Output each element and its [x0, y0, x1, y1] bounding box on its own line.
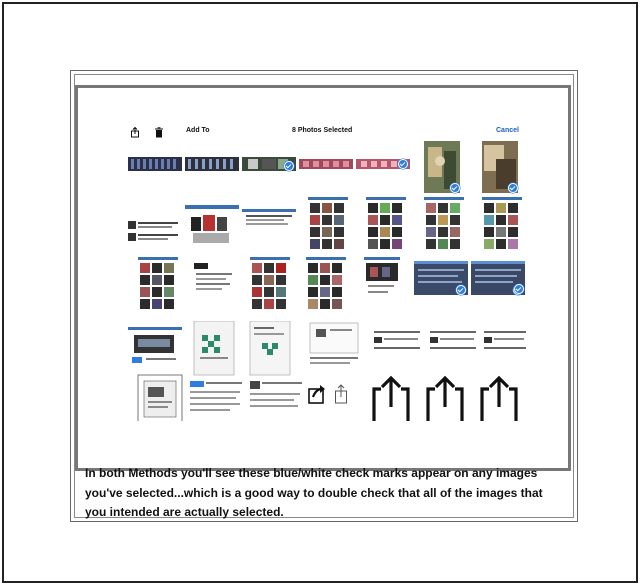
photo-thumb[interactable] — [306, 321, 362, 373]
caption-text: In both Methods you'll see these blue/white check marks appear on any images you've selected...which is a good way to double check that all of the images that you intended are actually selected. — [85, 466, 543, 519]
tutorial-card — [70, 70, 578, 522]
photo-thumb[interactable] — [185, 147, 239, 197]
photo-thumb[interactable] — [185, 205, 239, 255]
photo-thumb[interactable] — [306, 197, 350, 253]
share-icon[interactable] — [334, 383, 348, 405]
photo-thumb[interactable] — [192, 321, 236, 377]
photo-thumb[interactable] — [248, 377, 306, 421]
trash-icon[interactable] — [154, 125, 164, 143]
photo-thumb[interactable] — [364, 197, 408, 253]
photo-thumb[interactable] — [192, 257, 236, 313]
photo-thumb[interactable] — [136, 257, 180, 313]
share-icon[interactable] — [130, 125, 140, 143]
photo-thumb[interactable] — [428, 325, 478, 375]
photo-thumb[interactable] — [242, 205, 296, 255]
photo-thumb[interactable] — [356, 147, 410, 197]
checkmark-circle-icon — [284, 161, 294, 171]
large-share-icon[interactable] — [420, 375, 470, 421]
checkmark-circle-icon — [398, 159, 408, 169]
checkmark-circle-icon — [508, 183, 518, 193]
photo-thumb[interactable] — [242, 147, 296, 197]
photo-thumb[interactable] — [128, 147, 182, 197]
screenshot-mat — [75, 85, 571, 471]
photos-toolbar — [124, 121, 528, 141]
photo-thumb[interactable] — [372, 325, 422, 375]
photo-thumb[interactable] — [304, 257, 348, 313]
checkmark-circle-icon — [514, 284, 524, 294]
card-inner-border — [74, 74, 574, 518]
photo-thumb[interactable] — [248, 257, 292, 313]
photo-grid — [128, 147, 528, 419]
photo-thumb[interactable] — [188, 377, 246, 421]
ipad-photos-screenshot — [124, 121, 528, 421]
photo-thumb[interactable] — [482, 325, 528, 375]
checkmark-circle-icon — [456, 285, 466, 295]
cancel-button[interactable]: Cancel — [496, 127, 519, 134]
photo-thumb[interactable] — [478, 141, 522, 197]
outer-frame — [2, 2, 638, 583]
photo-thumb[interactable] — [414, 261, 468, 311]
photo-thumb[interactable] — [136, 373, 184, 421]
share-arrow-icon[interactable] — [308, 383, 326, 405]
photo-thumb[interactable] — [248, 321, 292, 377]
photo-thumb[interactable] — [128, 325, 182, 375]
photo-thumb[interactable] — [480, 197, 524, 253]
photo-thumb[interactable] — [362, 257, 402, 313]
photo-thumb[interactable] — [422, 197, 466, 253]
add-to-button[interactable]: Add To — [186, 127, 210, 134]
photo-thumb[interactable] — [299, 147, 353, 197]
photo-thumb[interactable] — [420, 141, 464, 197]
checkmark-circle-icon — [450, 183, 460, 193]
selection-title: 8 Photos Selected — [292, 127, 353, 134]
large-share-icon[interactable] — [474, 375, 524, 421]
photo-thumb[interactable] — [128, 205, 182, 255]
large-share-icon[interactable] — [366, 375, 416, 421]
